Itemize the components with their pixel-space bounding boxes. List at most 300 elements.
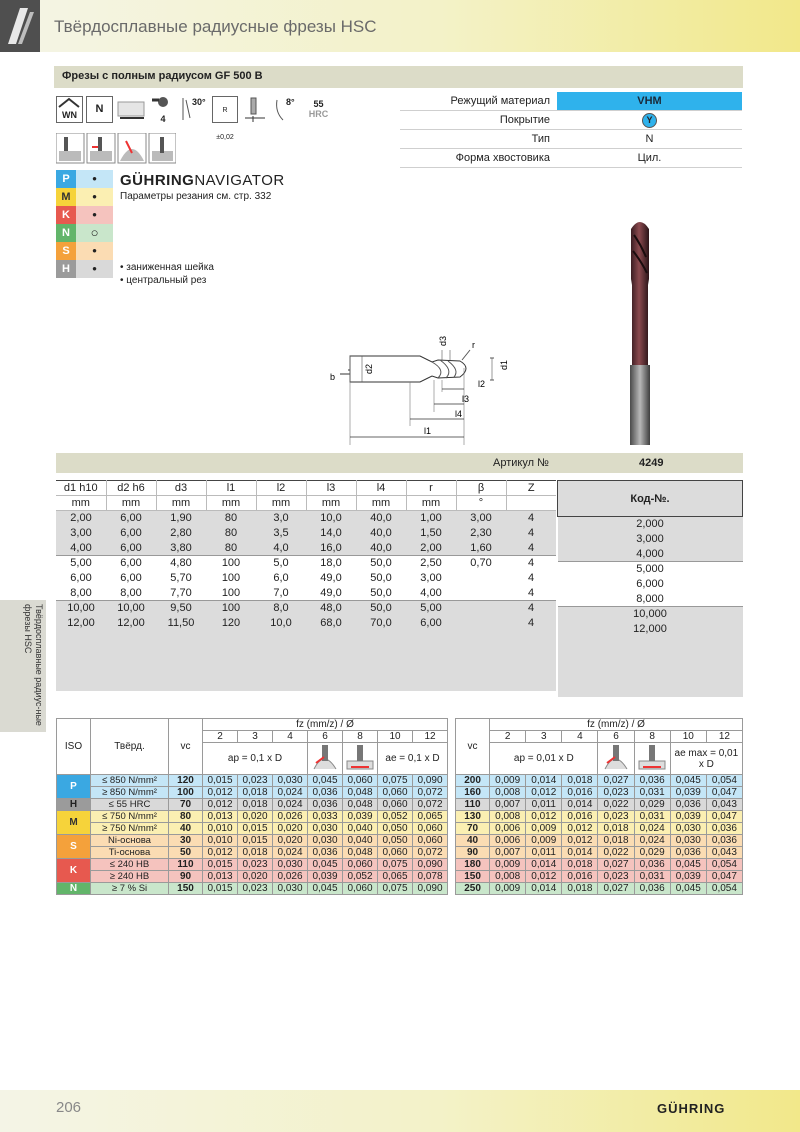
dims-cell: 3,00 xyxy=(456,511,506,526)
dims-cell: 14,0 xyxy=(306,526,356,541)
dims-filler-cell xyxy=(56,631,556,691)
iso-letter: M xyxy=(56,188,76,206)
code-row[interactable] xyxy=(558,532,743,547)
property-cutting-material xyxy=(400,92,742,111)
iso-letter: S xyxy=(56,242,76,260)
property-value: Цил. xyxy=(637,152,662,164)
dims-cell: 120 xyxy=(206,616,256,631)
angle-8-icon xyxy=(271,96,301,123)
property-shank xyxy=(400,149,742,168)
dims-cell: 6,00 xyxy=(106,511,156,526)
cut-fz-cell: 0,054 xyxy=(706,859,742,871)
cut-fz-cell: 0,009 xyxy=(526,823,562,835)
flutes-count: 4 xyxy=(160,114,166,124)
dims-header-cell: l1 xyxy=(206,481,256,496)
dims-cell: 40,0 xyxy=(356,511,406,526)
iso-letter: P xyxy=(56,170,76,188)
dims-cell: 1,00 xyxy=(406,511,456,526)
cut-fz-cell: 0,023 xyxy=(598,811,634,823)
cut-fz-cell: 0,006 xyxy=(490,823,526,835)
cut-fz-cell: 0,047 xyxy=(706,811,742,823)
dims-header-cell: l3 xyxy=(306,481,356,496)
coating-value: Y xyxy=(642,113,657,128)
cut-fz-cell: 0,022 xyxy=(598,799,634,811)
cut-fz-cell: 0,072 xyxy=(413,799,448,811)
dims-header-cell: l4 xyxy=(356,481,406,496)
dims-header-cell: d1 h10 xyxy=(56,481,106,496)
cut-diam-cell: 12 xyxy=(413,731,448,743)
cut-fz-cell: 0,023 xyxy=(238,775,273,787)
cut-vc-cell: 50 xyxy=(169,847,203,859)
cut-row xyxy=(57,835,448,847)
cut-fz-cell: 0,009 xyxy=(490,859,526,871)
cut-fz-cell: 0,018 xyxy=(562,775,598,787)
plunge-icon xyxy=(149,133,176,163)
dims-cell: 4 xyxy=(506,541,556,556)
dims-cell xyxy=(456,586,506,601)
dims-cell: 48,0 xyxy=(306,601,356,616)
cut-row xyxy=(456,811,743,823)
cut-row xyxy=(57,787,448,799)
dims-cell: 49,0 xyxy=(306,586,356,601)
iso-suitability: • xyxy=(76,260,113,278)
dims-cell: 7,70 xyxy=(156,586,206,601)
cut-vc-cell: 70 xyxy=(169,799,203,811)
cut-fz-cell: 0,015 xyxy=(238,835,273,847)
cutting-data-table-left xyxy=(56,718,448,895)
cut-fz-cell: 0,036 xyxy=(308,787,343,799)
cut-vc-cell: 130 xyxy=(456,811,490,823)
cut-diam-cell: 6 xyxy=(598,731,634,743)
cut-hardness-cell: ≤ 55 HRC xyxy=(91,799,169,811)
cut-fz-cell: 0,012 xyxy=(203,847,238,859)
dims-cell xyxy=(456,616,506,631)
code-cell[interactable]: 10,000 xyxy=(558,607,743,622)
cut-fz-cell: 0,075 xyxy=(378,883,413,895)
cut-fz-cell: 0,031 xyxy=(634,871,670,883)
cut-row xyxy=(456,823,743,835)
cut-diam-cell: 2 xyxy=(203,731,238,743)
cut-fz-cell: 0,047 xyxy=(706,871,742,883)
cut-fz-cell: 0,048 xyxy=(343,799,378,811)
dims-cell xyxy=(456,571,506,586)
cut-fz-cell: 0,030 xyxy=(670,835,706,847)
navigator-brand xyxy=(120,172,285,189)
cut-vc-cell: 40 xyxy=(169,823,203,835)
section-side-tab-label: Твёрдосплавные радиус-ные фрезы HSC xyxy=(23,604,44,726)
cut-fz-cell: 0,060 xyxy=(343,859,378,871)
dims-row xyxy=(56,616,556,631)
cut-fz-cell: 0,031 xyxy=(634,811,670,823)
cut-fz-cell: 0,075 xyxy=(378,859,413,871)
cut-fz-cell: 0,030 xyxy=(273,775,308,787)
cut-fz-cell: 0,014 xyxy=(526,883,562,895)
dims-cell: 100 xyxy=(206,571,256,586)
cut-hardness-header: Твёрд. xyxy=(91,719,169,775)
cut-diam-cell: 4 xyxy=(273,731,308,743)
cut-fz-cell: 0,009 xyxy=(526,835,562,847)
dims-cell: 4 xyxy=(506,586,556,601)
cut-fz-cell: 0,024 xyxy=(634,835,670,847)
cut-fz-cell: 0,060 xyxy=(343,775,378,787)
cut-vc-cell: 250 xyxy=(456,883,490,895)
dims-cell: 50,0 xyxy=(356,601,406,616)
iso-letter: H xyxy=(56,260,76,278)
order-code-table xyxy=(557,480,743,697)
cut-fz-cell: 0,013 xyxy=(203,811,238,823)
cut-hardness-cell: ≤ 240 HB xyxy=(91,859,169,871)
cut-fz-cell: 0,020 xyxy=(238,871,273,883)
code-row[interactable] xyxy=(558,622,743,637)
dims-units-row xyxy=(56,496,556,511)
cut-row xyxy=(57,847,448,859)
dims-cell: 10,0 xyxy=(306,511,356,526)
cut-fz-cell: 0,030 xyxy=(273,883,308,895)
dims-cell: 4,00 xyxy=(406,586,456,601)
code-cell[interactable]: 5,000 xyxy=(558,562,743,577)
cut-fz-cell: 0,090 xyxy=(413,859,448,871)
cut-vc-cell: 110 xyxy=(456,799,490,811)
dims-row xyxy=(56,526,556,541)
cut-fz-cell: 0,024 xyxy=(273,799,308,811)
iso-row-M xyxy=(56,188,113,206)
cut-fz-cell: 0,023 xyxy=(238,859,273,871)
dims-cell: 1,60 xyxy=(456,541,506,556)
cut-fz-cell: 0,072 xyxy=(413,787,448,799)
cut-hardness-cell: Ti-основа xyxy=(91,847,169,859)
property-coating xyxy=(400,111,742,130)
footer-brand-logo: GÜHRING xyxy=(657,1101,726,1116)
code-cell[interactable]: 12,000 xyxy=(558,622,743,637)
cut-fz-cell: 0,039 xyxy=(670,811,706,823)
cut-row xyxy=(456,775,743,787)
cut-fz-cell: 0,012 xyxy=(526,811,562,823)
code-cell[interactable]: 3,000 xyxy=(558,532,743,547)
iso-row-H xyxy=(56,260,113,278)
cut-fz-cell: 0,039 xyxy=(670,871,706,883)
code-row[interactable] xyxy=(558,547,743,562)
cut-fz-cell: 0,018 xyxy=(238,799,273,811)
dims-header-cell: l2 xyxy=(256,481,306,496)
dims-cell: 6,00 xyxy=(56,571,106,586)
hrc-label: HRC xyxy=(308,109,329,119)
feature-list xyxy=(120,261,214,287)
dims-unit-cell: mm xyxy=(156,496,206,511)
dims-row xyxy=(56,556,556,571)
dims-cell: 4,0 xyxy=(256,541,306,556)
dims-cell: 2,50 xyxy=(406,556,456,571)
cut-fz-cell: 0,018 xyxy=(238,847,273,859)
cut-fz-cell: 0,036 xyxy=(634,775,670,787)
iso-suitability: • xyxy=(76,242,113,260)
iso-row-P xyxy=(56,170,113,188)
cut-vc-cell: 40 xyxy=(456,835,490,847)
dims-cell: 80 xyxy=(206,526,256,541)
cut-fz-cell: 0,060 xyxy=(413,835,448,847)
dims-unit-cell: ° xyxy=(456,496,506,511)
cut-strategy-icon xyxy=(598,743,634,775)
dims-cell: 40,0 xyxy=(356,541,406,556)
dims-unit-cell: mm xyxy=(256,496,306,511)
dims-cell: 1,90 xyxy=(156,511,206,526)
dim-label-l3: l3 xyxy=(462,394,470,404)
dims-cell: 6,00 xyxy=(106,541,156,556)
cut-fz-cell: 0,007 xyxy=(490,799,526,811)
cut-row xyxy=(57,775,448,787)
dims-cell: 2,00 xyxy=(406,541,456,556)
dims-unit-cell: mm xyxy=(306,496,356,511)
cut-fz-cell: 0,029 xyxy=(634,847,670,859)
cut-fz-cell: 0,090 xyxy=(413,883,448,895)
cut-fz-cell: 0,010 xyxy=(203,823,238,835)
page-title: Твёрдосплавные радиусные фрезы HSC xyxy=(54,17,377,36)
code-filler-row xyxy=(558,637,743,697)
cut-fz-cell: 0,020 xyxy=(273,835,308,847)
dims-header-cell: β xyxy=(456,481,506,496)
dims-cell: 68,0 xyxy=(306,616,356,631)
dims-cell: 4 xyxy=(506,556,556,571)
dims-cell: 49,0 xyxy=(306,571,356,586)
cut-fz-cell: 0,026 xyxy=(273,871,308,883)
dims-cell: 6,0 xyxy=(256,571,306,586)
dims-cell: 0,70 xyxy=(456,556,506,571)
dims-cell: 50,0 xyxy=(356,571,406,586)
dims-cell: 4 xyxy=(506,571,556,586)
cut-fz-cell: 0,012 xyxy=(562,823,598,835)
cut-fz-cell: 0,050 xyxy=(378,835,413,847)
cut-fz-cell: 0,054 xyxy=(706,775,742,787)
code-filler-cell xyxy=(558,637,743,697)
cut-fz-cell: 0,031 xyxy=(634,787,670,799)
cut-fz-cell: 0,015 xyxy=(203,859,238,871)
dims-cell: 9,50 xyxy=(156,601,206,616)
dims-cell: 18,0 xyxy=(306,556,356,571)
cut-fz-cell: 0,012 xyxy=(203,799,238,811)
dims-row xyxy=(56,541,556,556)
dims-cell: 8,0 xyxy=(256,601,306,616)
dims-cell: 80 xyxy=(206,511,256,526)
cut-row xyxy=(456,883,743,895)
dims-cell: 3,0 xyxy=(256,511,306,526)
cut-vc-cell: 70 xyxy=(456,823,490,835)
cut-fz-cell: 0,060 xyxy=(378,799,413,811)
code-cell[interactable]: 2,000 xyxy=(558,517,743,532)
cut-hardness-cell: ≥ 7 % Si xyxy=(91,883,169,895)
cut-fz-cell: 0,008 xyxy=(490,811,526,823)
cut-fz-cell: 0,006 xyxy=(490,835,526,847)
cut-fz-cell: 0,024 xyxy=(273,847,308,859)
cut-vc-header: vc xyxy=(169,719,203,775)
wn-icon xyxy=(56,96,83,123)
cut-row xyxy=(57,883,448,895)
dims-unit-cell: mm xyxy=(356,496,406,511)
iso-row-S xyxy=(56,242,113,260)
dims-row xyxy=(56,601,556,616)
dims-unit-cell: mm xyxy=(56,496,106,511)
cut-hardness-cell: ≥ 750 N/mm² xyxy=(91,823,169,835)
angle-8-label: 8° xyxy=(286,97,295,107)
cut-fz-cell: 0,029 xyxy=(634,799,670,811)
cut-fz-cell: 0,036 xyxy=(706,823,742,835)
cut-fz-cell: 0,023 xyxy=(598,871,634,883)
hrc-value: 55 xyxy=(313,99,324,109)
technical-drawing xyxy=(320,330,520,450)
dim-label-b: b xyxy=(330,372,336,382)
article-number: 4249 xyxy=(639,457,664,469)
dims-cell: 10,00 xyxy=(56,601,106,616)
cut-row xyxy=(456,835,743,847)
dims-cell: 6,00 xyxy=(106,571,156,586)
cut-iso-cell: H xyxy=(57,799,91,811)
code-row[interactable] xyxy=(558,562,743,577)
dim-label-d1: d1 xyxy=(499,359,509,370)
cut-fz-cell: 0,012 xyxy=(562,835,598,847)
cut-fz-cell: 0,072 xyxy=(413,847,448,859)
cut-fz-cell: 0,027 xyxy=(598,859,634,871)
code-cell[interactable]: 4,000 xyxy=(558,547,743,562)
cut-fz-cell: 0,065 xyxy=(413,811,448,823)
cut-fz-cell: 0,009 xyxy=(490,775,526,787)
wn-label: WN xyxy=(62,110,77,120)
cut-fz-cell: 0,015 xyxy=(203,883,238,895)
copy-milling-icon xyxy=(118,133,146,163)
dimensions-table xyxy=(56,480,556,691)
dims-cell: 4,80 xyxy=(156,556,206,571)
dims-cell: 3,5 xyxy=(256,526,306,541)
cut-fz-cell: 0,014 xyxy=(562,847,598,859)
property-label: Тип xyxy=(531,133,550,145)
centre-cut-icon xyxy=(116,96,146,123)
cut-fz-cell: 0,030 xyxy=(308,823,343,835)
code-row[interactable] xyxy=(558,592,743,607)
dims-row xyxy=(56,511,556,526)
cut-fz-cell: 0,026 xyxy=(273,811,308,823)
code-row[interactable] xyxy=(558,517,743,532)
code-row[interactable] xyxy=(558,607,743,622)
cut-fz-cell: 0,036 xyxy=(308,799,343,811)
dim-label-d2: d2 xyxy=(364,363,374,374)
dims-cell: 8,00 xyxy=(106,586,156,601)
dims-cell xyxy=(456,601,506,616)
cut-vc-cell: 80 xyxy=(169,811,203,823)
code-cell[interactable]: 6,000 xyxy=(558,577,743,592)
cut-vc-cell: 160 xyxy=(456,787,490,799)
cut-fz-cell: 0,024 xyxy=(634,823,670,835)
cut-fz-cell: 0,040 xyxy=(343,835,378,847)
dims-cell: 6,00 xyxy=(106,526,156,541)
cut-fz-cell: 0,045 xyxy=(308,859,343,871)
cut-fz-cell: 0,039 xyxy=(308,871,343,883)
cut-vc-cell: 180 xyxy=(456,859,490,871)
dims-cell: 2,00 xyxy=(56,511,106,526)
dim-label-l2: l2 xyxy=(478,379,486,389)
dims-header-cell: d2 h6 xyxy=(106,481,156,496)
cut-fz-cell: 0,010 xyxy=(203,835,238,847)
cut-iso-header: ISO xyxy=(57,719,91,775)
article-label: Артикул № xyxy=(493,457,549,469)
code-row[interactable] xyxy=(558,577,743,592)
navigator-brand-light: NAVIGATOR xyxy=(194,172,285,189)
dims-cell: 6,00 xyxy=(406,616,456,631)
code-cell[interactable]: 8,000 xyxy=(558,592,743,607)
feature-item: • центральный рез xyxy=(120,275,207,286)
cut-vc-cell: 200 xyxy=(456,775,490,787)
cut-fz-cell: 0,014 xyxy=(562,799,598,811)
dims-cell: 5,70 xyxy=(156,571,206,586)
cut-diam-cell: 6 xyxy=(308,731,343,743)
cut-fz-cell: 0,060 xyxy=(378,847,413,859)
cut-row xyxy=(456,787,743,799)
cut-strategy-icon xyxy=(308,743,343,775)
cut-diam-cell: 2 xyxy=(490,731,526,743)
cut-fz-cell: 0,015 xyxy=(203,775,238,787)
cut-fz-cell: 0,036 xyxy=(634,859,670,871)
iso-suitability: ○ xyxy=(76,224,113,242)
article-bar xyxy=(56,453,743,473)
cut-fz-cell: 0,014 xyxy=(526,859,562,871)
cut-fz-header: fz (mm/z) / Ø xyxy=(203,719,448,731)
cut-diam-cell: 12 xyxy=(706,731,742,743)
dims-header-row xyxy=(56,481,556,496)
cut-fz-cell: 0,018 xyxy=(598,835,634,847)
dims-unit-cell: mm xyxy=(206,496,256,511)
cut-fz-cell: 0,018 xyxy=(238,787,273,799)
cut-vc-cell: 100 xyxy=(169,787,203,799)
property-label: Режущий материал xyxy=(450,95,550,107)
dims-cell: 4,00 xyxy=(56,541,106,556)
cut-diam-cell: 10 xyxy=(378,731,413,743)
cut-header-row xyxy=(57,719,448,731)
cut-row xyxy=(456,847,743,859)
helix-angle: 30° xyxy=(192,97,206,107)
iso-suitability: • xyxy=(76,206,113,224)
dims-cell: 4 xyxy=(506,601,556,616)
cut-row xyxy=(57,823,448,835)
cut-ae-label: ae max = 0,01 x D xyxy=(670,743,742,775)
cut-fz-cell: 0,011 xyxy=(526,847,562,859)
cut-fz-cell: 0,020 xyxy=(238,811,273,823)
dims-cell: 2,30 xyxy=(456,526,506,541)
cut-fz-cell: 0,023 xyxy=(238,883,273,895)
cut-fz-cell: 0,050 xyxy=(378,823,413,835)
dims-cell: 12,00 xyxy=(106,616,156,631)
iso-row-N xyxy=(56,224,113,242)
dims-unit-cell: mm xyxy=(106,496,156,511)
cut-fz-cell: 0,060 xyxy=(343,883,378,895)
dims-cell: 2,80 xyxy=(156,526,206,541)
cut-fz-cell: 0,016 xyxy=(562,811,598,823)
cut-fz-cell: 0,018 xyxy=(598,823,634,835)
cut-fz-cell: 0,023 xyxy=(598,787,634,799)
ramping-icon xyxy=(241,96,269,123)
cut-fz-cell: 0,060 xyxy=(413,823,448,835)
dims-cell: 4 xyxy=(506,616,556,631)
cut-fz-cell: 0,022 xyxy=(598,847,634,859)
dims-cell: 100 xyxy=(206,586,256,601)
dims-unit-cell xyxy=(506,496,556,511)
iso-suitability: • xyxy=(76,170,113,188)
dim-label-d3: d3 xyxy=(438,335,448,346)
cut-hardness-cell: ≤ 850 N/mm² xyxy=(91,775,169,787)
dims-cell: 1,50 xyxy=(406,526,456,541)
dims-cell: 5,0 xyxy=(256,556,306,571)
cut-diam-cell: 8 xyxy=(634,731,670,743)
cut-fz-cell: 0,008 xyxy=(490,787,526,799)
dims-cell: 70,0 xyxy=(356,616,406,631)
cut-fz-cell: 0,018 xyxy=(562,883,598,895)
iso-suitability: • xyxy=(76,188,113,206)
cut-vc-cell: 30 xyxy=(169,835,203,847)
